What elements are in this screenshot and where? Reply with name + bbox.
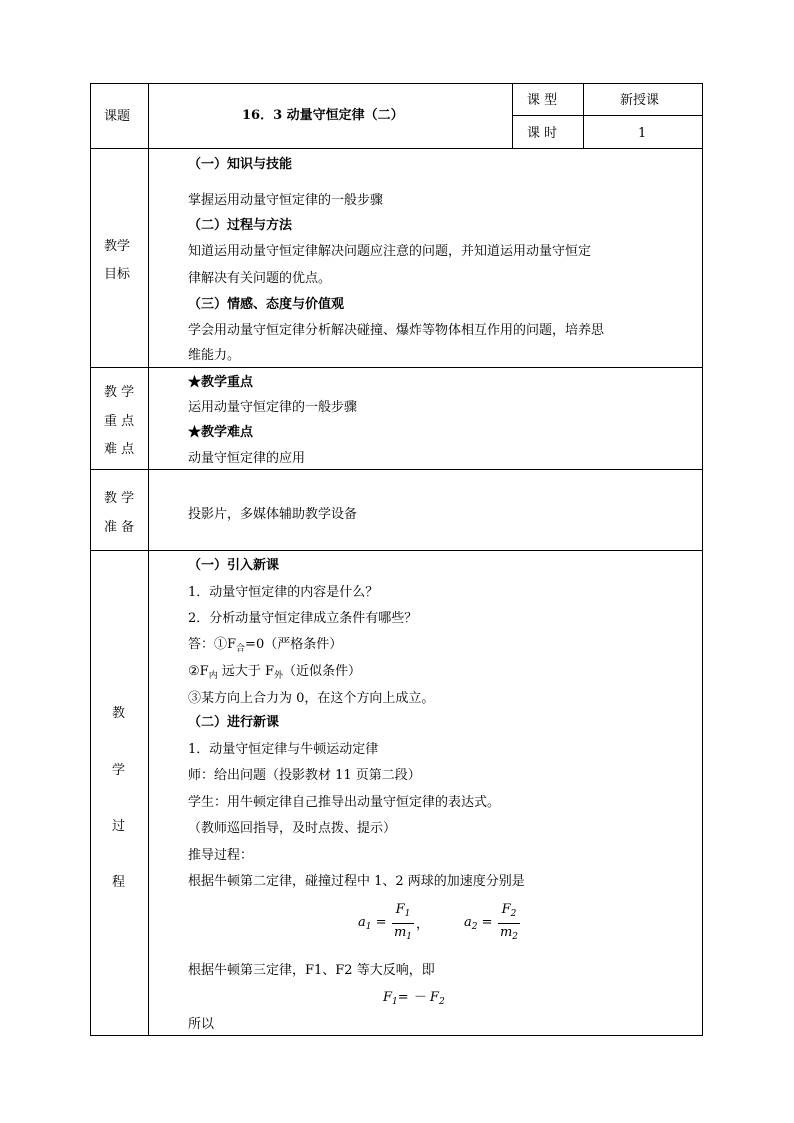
goals-heading-attitude: （三）情感、态度与价值观 — [188, 297, 345, 312]
answer-2-prefix: ②F — [188, 664, 209, 679]
prep-side-label-2: 准 备 — [104, 520, 135, 535]
process-heading-intro: （一）引入新课 — [188, 558, 280, 573]
eq-m1-letter: m — [393, 925, 407, 940]
goals-text-process-2: 律解决有关问题的优点。 — [188, 271, 332, 286]
eq-m1-subscript: 1 — [406, 932, 413, 942]
row-divider-keypoints — [90, 469, 703, 470]
process-answer-3: ③某方向上合力为 0，在这个方向上成立。 — [188, 691, 435, 706]
table-border-top — [90, 83, 703, 84]
keypoints-text-difficulty: 动量守恒定律的应用 — [188, 451, 306, 466]
answer-1-subscript: 合 — [236, 644, 246, 654]
fraction-bar-2 — [498, 923, 520, 924]
row-divider-header — [90, 148, 703, 149]
row-divider-prep — [90, 550, 703, 551]
equation-comma: ， — [416, 917, 430, 932]
hours-label: 课 时 — [527, 126, 558, 141]
hours-value: 1 — [638, 126, 647, 141]
row-divider-type — [512, 115, 703, 116]
eq-a2-equals: = — [477, 915, 493, 930]
eq-a1-letter: a — [358, 915, 366, 930]
eq-f2-subscript: 2 — [510, 909, 517, 919]
eq3-left-subscript: 1 — [392, 997, 398, 1007]
process-heading-new: （二）进行新课 — [188, 715, 280, 730]
process-side-label-2: 学 — [112, 763, 126, 778]
answer-2-subscript-2: 外 — [274, 671, 284, 681]
column-divider-title — [512, 83, 513, 148]
process-step-1: 1．动量守恒定律与牛顿运动定律 — [188, 742, 379, 757]
topic-label: 课题 — [104, 109, 131, 124]
keypoints-heading-focus: ★教学重点 — [188, 375, 254, 390]
lesson-title: 16．3 动量守恒定律（二） — [242, 108, 404, 123]
process-step-6: 根据牛顿第二定律，碰撞过程中 1、2 两球的加速度分别是 — [188, 874, 525, 889]
prep-side-label-1: 教 学 — [104, 491, 135, 506]
goals-side-label-1: 教学 — [104, 239, 131, 254]
eq-f1-subscript: 1 — [404, 909, 411, 919]
eq-f1-letter: F — [395, 902, 405, 917]
type-value: 新授课 — [620, 93, 660, 108]
process-question-2: 2．分析动量守恒定律成立条件有哪些？ — [188, 611, 418, 626]
eq3-right-subscript: 2 — [438, 997, 445, 1007]
prep-text: 投影片，多媒体辅助教学设备 — [188, 507, 358, 522]
eq-f2-letter: F — [501, 902, 511, 917]
equation-a1-lhs — [358, 914, 387, 936]
process-side-label-4: 程 — [112, 875, 126, 890]
goals-text-attitude-2: 维能力。 — [188, 348, 241, 363]
eq3-middle: = － F — [397, 990, 439, 1005]
answer-2-suffix: （近似条件） — [283, 664, 362, 679]
fraction-f1-numerator — [392, 902, 414, 922]
equation-a2-lhs — [464, 914, 493, 936]
process-side-label-1: 教 — [112, 706, 126, 721]
process-step-7: 根据牛顿第三定律，F1、F2 等大反响，即 — [188, 963, 435, 978]
eq-m2-subscript: 2 — [512, 932, 519, 942]
process-step-8: 所以 — [188, 1017, 215, 1032]
process-answer-1 — [188, 636, 342, 658]
goals-side-label-2: 目标 — [104, 267, 131, 282]
eq-a1-equals: = — [371, 915, 387, 930]
equation-f1-f2 — [383, 989, 445, 1011]
eq-a2-letter: a — [464, 915, 472, 930]
answer-2-middle: 远大于 F — [217, 664, 274, 679]
type-label: 课 型 — [527, 93, 558, 108]
process-step-3: 学生：用牛顿定律自己推导出动量守恒定律的表达式。 — [188, 795, 501, 810]
goals-text-process-1: 知道运用动量守恒定律解决问题应注意的问题，并知道运用动量守恒定 — [188, 244, 592, 259]
process-step-2: 师：给出问题（投影教材 11 页第二段） — [188, 768, 421, 783]
table-border-right — [702, 83, 703, 1036]
keypoints-text-focus: 运用动量守恒定律的一般步骤 — [188, 400, 358, 415]
fraction-m2-denominator — [498, 925, 520, 945]
goals-heading-process: （二）过程与方法 — [188, 218, 293, 233]
eq-m2-letter: m — [499, 925, 513, 940]
process-answer-2 — [188, 663, 361, 685]
answer-1-suffix: =0（严格条件） — [245, 637, 343, 652]
answer-2-subscript-1: 内 — [208, 671, 218, 681]
keypoints-heading-difficulty: ★教学难点 — [188, 425, 254, 440]
fraction-f1-m1 — [392, 902, 414, 945]
column-divider-type — [583, 83, 584, 148]
fraction-f2-numerator — [498, 902, 520, 922]
process-side-label-3: 过 — [112, 819, 126, 834]
goals-text-attitude-1: 学会用动量守恒定律分析解决碰撞、爆炸等物体相互作用的问题，培养思 — [188, 323, 605, 338]
goals-heading-knowledge: （一）知识与技能 — [188, 157, 293, 172]
goals-text-knowledge: 掌握运用动量守恒定律的一般步骤 — [188, 193, 384, 208]
eq3-left-letter: F — [383, 990, 393, 1005]
column-divider-side — [148, 83, 149, 1036]
table-border-bottom — [90, 1035, 703, 1036]
answer-1-prefix: 答：①F — [188, 637, 237, 652]
table-border-left — [90, 83, 91, 1036]
process-question-1: 1．动量守恒定律的内容是什么？ — [188, 585, 379, 600]
fraction-bar-1 — [392, 923, 414, 924]
fraction-m1-denominator — [392, 925, 414, 945]
eq-a2-subscript: 2 — [471, 922, 478, 932]
keypoints-side-label-1: 教 学 — [104, 385, 135, 400]
process-step-5: 推导过程： — [188, 848, 254, 863]
eq-a1-subscript: 1 — [365, 922, 372, 932]
keypoints-side-label-2: 重 点 — [104, 414, 135, 429]
process-step-4: （教师巡回指导，及时点拨、提示） — [188, 821, 397, 836]
row-divider-goals — [90, 367, 703, 368]
fraction-f2-m2 — [498, 902, 520, 945]
keypoints-side-label-3: 难 点 — [104, 442, 135, 457]
